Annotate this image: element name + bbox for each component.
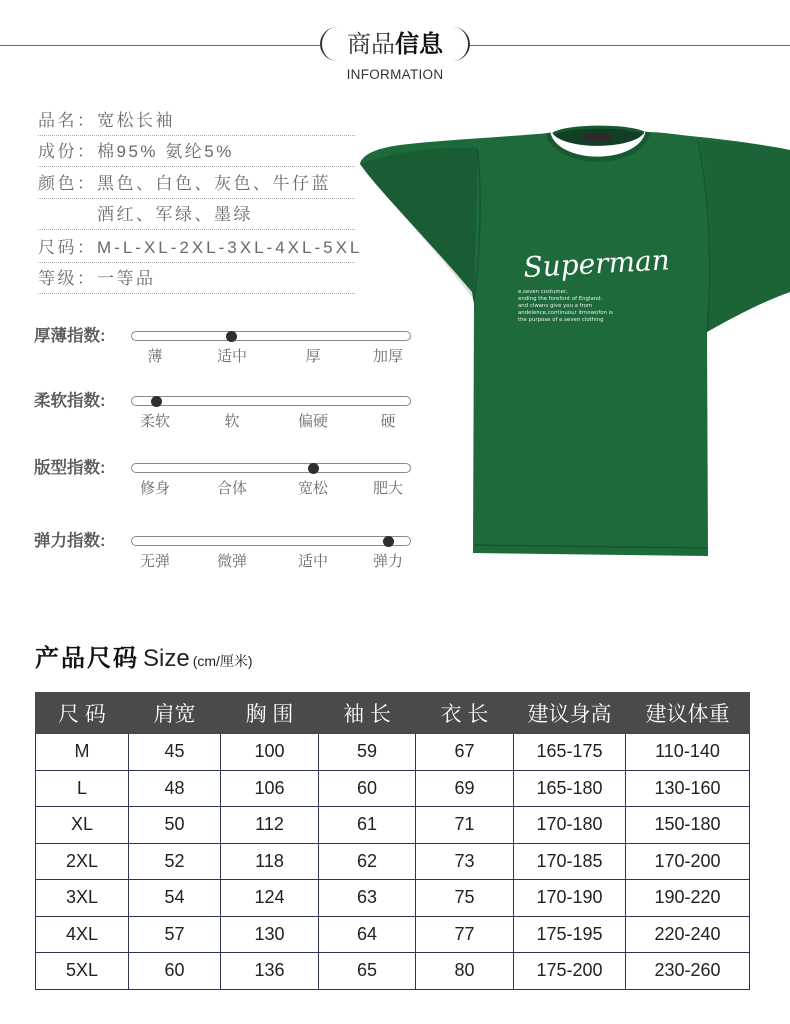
size-table-cell: 190-220 [626, 880, 750, 917]
size-table-cell: 60 [129, 953, 221, 990]
shirt-print-title: Superman [522, 243, 671, 284]
index-option: 厚 [305, 348, 321, 365]
shirt-neck-label [584, 134, 612, 141]
size-table-cell: 45 [129, 734, 221, 771]
size-table-size-cell: M [36, 734, 129, 771]
size-table-cell: 130-160 [626, 770, 750, 807]
size-table-header-cell: 胸 围 [221, 693, 319, 734]
index-option: 合体 [216, 480, 247, 497]
size-table-row [36, 916, 750, 953]
index-option: 软 [224, 413, 240, 430]
size-table-row [36, 843, 750, 880]
size-title-cn: 产品尺码 [35, 645, 139, 672]
size-table-cell: 73 [416, 843, 514, 880]
size-title-en: Size [143, 645, 190, 672]
size-table-header-cell: 尺 码 [36, 693, 129, 734]
size-table-cell: 220-240 [626, 916, 750, 953]
index-title: 弹力指数: [34, 532, 106, 550]
info-value: 棉95% 氨纶5% [97, 142, 234, 161]
info-row-grade [38, 265, 355, 294]
index-option: 薄 [147, 348, 163, 365]
index-option: 修身 [139, 480, 170, 497]
header-rule-left [0, 45, 322, 46]
size-table-cell: 118 [221, 843, 319, 880]
info-row-size [38, 234, 363, 263]
index-marker [308, 463, 319, 474]
index-option: 硬 [380, 413, 396, 430]
index-marker [151, 396, 162, 407]
index-option: 适中 [216, 348, 247, 365]
size-table-cell: 170-185 [514, 843, 626, 880]
size-table-row [36, 880, 750, 917]
size-table-cell: 67 [416, 734, 514, 771]
size-table-cell: 75 [416, 880, 514, 917]
size-table-header-cell: 建议体重 [626, 693, 750, 734]
size-table-header-row [36, 693, 750, 734]
size-table-size-cell: L [36, 770, 129, 807]
size-table-cell: 175-200 [514, 953, 626, 990]
size-table-size-cell: XL [36, 807, 129, 844]
info-label: 颜色： [38, 174, 97, 193]
size-table-cell: 61 [319, 807, 416, 844]
index-option: 肥大 [372, 480, 403, 497]
index-option: 弹力 [372, 553, 403, 570]
info-row-name [38, 107, 355, 136]
size-table-cell: 64 [319, 916, 416, 953]
size-table-cell: 62 [319, 843, 416, 880]
info-label: 尺码： [38, 238, 97, 257]
info-label: 等级： [38, 269, 97, 288]
size-table-cell: 170-190 [514, 880, 626, 917]
size-table-cell: 69 [416, 770, 514, 807]
size-title-unit: (cm/厘米) [192, 653, 253, 669]
size-table-cell: 165-180 [514, 770, 626, 807]
info-label: 成份： [38, 142, 97, 161]
size-table-cell: 59 [319, 734, 416, 771]
info-value: 一等品 [97, 269, 156, 288]
info-row-material [38, 138, 355, 167]
size-table-cell: 54 [129, 880, 221, 917]
size-table-cell: 230-260 [626, 953, 750, 990]
index-option: 适中 [297, 553, 328, 570]
shirt-print-line: andelence,continuour itmowofon is [518, 310, 613, 316]
index-option: 微弹 [216, 553, 247, 570]
size-table-row [36, 770, 750, 807]
size-table-header-cell: 衣 长 [416, 693, 514, 734]
size-table-cell: 71 [416, 807, 514, 844]
size-table-row [36, 807, 750, 844]
size-table-header-cell: 建议身高 [514, 693, 626, 734]
size-table-size-cell: 3XL [36, 880, 129, 917]
size-table-cell: 106 [221, 770, 319, 807]
shirt-print-line: e.seven costumer, [518, 289, 568, 295]
index-option: 宽松 [297, 480, 328, 497]
header-rule-right [468, 45, 790, 46]
section-title-normal: 商品 [347, 31, 395, 58]
size-table-cell: 65 [319, 953, 416, 990]
size-table-cell: 60 [319, 770, 416, 807]
info-value: 酒红、军绿、墨绿 [97, 205, 253, 224]
size-table-cell: 170-200 [626, 843, 750, 880]
section-title [320, 27, 470, 63]
section-title-bold: 信息 [395, 31, 443, 58]
size-table [35, 692, 750, 990]
size-table-cell: 130 [221, 916, 319, 953]
shirt-print-line: the purpose of e.seven clothing [518, 317, 604, 323]
size-table-cell: 124 [221, 880, 319, 917]
index-marker [226, 331, 237, 342]
index-option: 无弹 [139, 553, 170, 570]
shirt-sleeve-shade [700, 140, 790, 332]
index-title: 柔软指数: [34, 392, 106, 410]
info-value: 黑色、白色、灰色、牛仔蓝 [97, 174, 331, 193]
info-row-color [38, 170, 355, 199]
size-table-cell: 112 [221, 807, 319, 844]
info-value: M-L-XL-2XL-3XL-4XL-5XL [97, 238, 363, 257]
index-title: 厚薄指数: [34, 327, 106, 345]
size-table-cell: 170-180 [514, 807, 626, 844]
index-option: 偏硬 [297, 413, 328, 430]
size-table-row [36, 953, 750, 990]
size-table-header-cell: 袖 长 [319, 693, 416, 734]
size-table-cell: 110-140 [626, 734, 750, 771]
size-table-cell: 165-175 [514, 734, 626, 771]
size-table-cell: 150-180 [626, 807, 750, 844]
product-shirt-image [355, 118, 790, 563]
size-table-cell: 80 [416, 953, 514, 990]
size-section-title [35, 642, 253, 679]
info-value: 宽松长袖 [97, 111, 175, 130]
size-table-cell: 57 [129, 916, 221, 953]
info-row-color-continued [38, 201, 355, 230]
index-option: 柔软 [139, 413, 170, 430]
size-table-cell: 136 [221, 953, 319, 990]
size-table-cell: 48 [129, 770, 221, 807]
size-table-cell: 100 [221, 734, 319, 771]
size-table-cell: 50 [129, 807, 221, 844]
shirt-sleeve-fold [360, 148, 478, 300]
shirt-print-line: and clwans give you a from [518, 303, 593, 309]
size-table-cell: 77 [416, 916, 514, 953]
size-table-size-cell: 4XL [36, 916, 129, 953]
size-table-size-cell: 5XL [36, 953, 129, 990]
size-table-cell: 52 [129, 843, 221, 880]
size-table-cell: 175-195 [514, 916, 626, 953]
size-table-header-cell: 肩宽 [129, 693, 221, 734]
index-option: 加厚 [372, 348, 403, 365]
size-table-size-cell: 2XL [36, 843, 129, 880]
shirt-print-line: ending the forefont of England. [518, 296, 603, 302]
index-title: 版型指数: [34, 459, 106, 477]
section-subtitle: INFORMATION [346, 67, 444, 82]
info-label: 品名： [38, 111, 97, 130]
size-table-row [36, 734, 750, 771]
size-table-cell: 63 [319, 880, 416, 917]
